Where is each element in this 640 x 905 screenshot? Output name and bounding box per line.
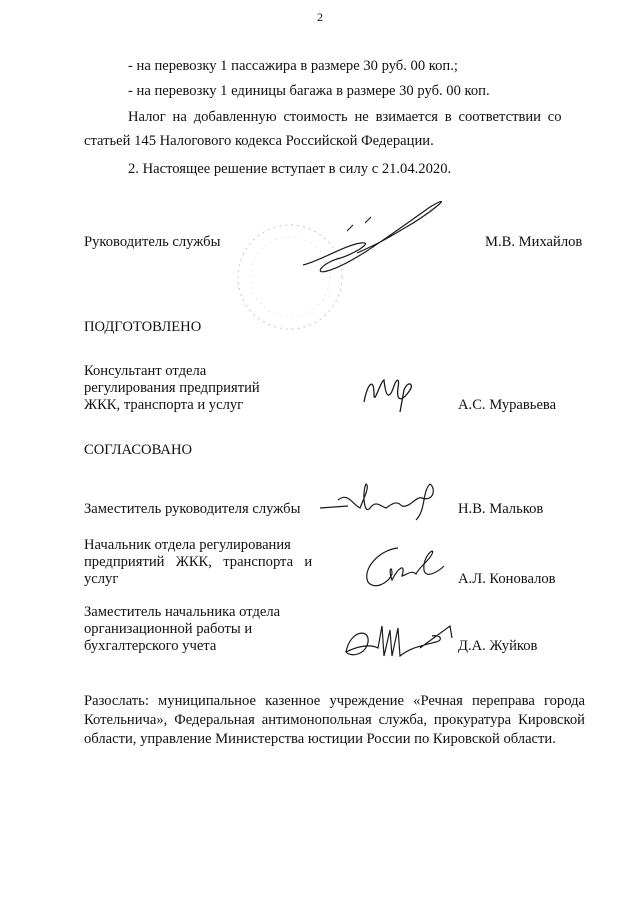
agreed-signer-1-name: Н.В. Мальков [458, 501, 544, 517]
effective-date-line: 2. Настоящее решение вступает в силу с 21.04.2020. [128, 161, 452, 177]
agreed-signer-3-position-2: организационной работы и [84, 621, 253, 637]
agreed-signer-3-name: Д.А. Жуйков [458, 638, 538, 654]
prepared-name: А.С. Муравьева [458, 397, 557, 413]
agreed-header: СОГЛАСОВАНО [84, 442, 193, 458]
prepared-signature [360, 372, 420, 414]
agreed-signer-3-position-3: бухгалтерского учета [84, 638, 217, 654]
agreed-signer-2-position-3: услуг [84, 571, 119, 587]
prepared-position-2: регулирования предприятий [84, 380, 260, 396]
tariff-passenger-line: - на перевозку 1 пассажира в размере 30 руб. 00 коп.; [128, 58, 458, 74]
prepared-position-1: Консультант отдела [84, 363, 207, 379]
agreed-signer-1-signature [318, 478, 458, 524]
vat-line-1: Налог на добавленную стоимость не взимается в соответствии со [128, 109, 562, 125]
prepared-position-3: ЖКК, транспорта и услуг [84, 397, 244, 413]
vat-line-2: статьей 145 Налогового кодекса Российской Федерации. [84, 133, 434, 149]
agreed-signer-2-name: А.Л. Коновалов [458, 571, 556, 587]
tariff-baggage-line: - на перевозку 1 единицы багажа в размере 30 руб. 00 коп. [128, 83, 490, 99]
head-name: М.В. Михайлов [485, 234, 583, 250]
agreed-signer-2-signature [358, 540, 448, 592]
distribution-list: Разослать: муниципальное казенное учреждение «Речная переправа города Котельнича», Федеральная антимонопольная служба, прокуратура Кировской области, управление Министерства юстиции России по Кировской области. [84, 693, 585, 747]
prepared-header: ПОДГОТОВЛЕНО [84, 319, 202, 335]
agreed-signer-1-position: Заместитель руководителя службы [84, 501, 301, 517]
agreed-signer-2-position-1: Начальник отдела регулирования [84, 537, 291, 553]
head-position: Руководитель службы [84, 234, 221, 250]
agreed-signer-3-position-1: Заместитель начальника отдела [84, 604, 281, 620]
head-signature-with-seal [225, 195, 475, 345]
agreed-signer-3-signature [340, 618, 460, 664]
agreed-signer-2-position-2: предприятий ЖКК, транспорта и [84, 554, 313, 570]
page-number: 2 [317, 10, 323, 24]
